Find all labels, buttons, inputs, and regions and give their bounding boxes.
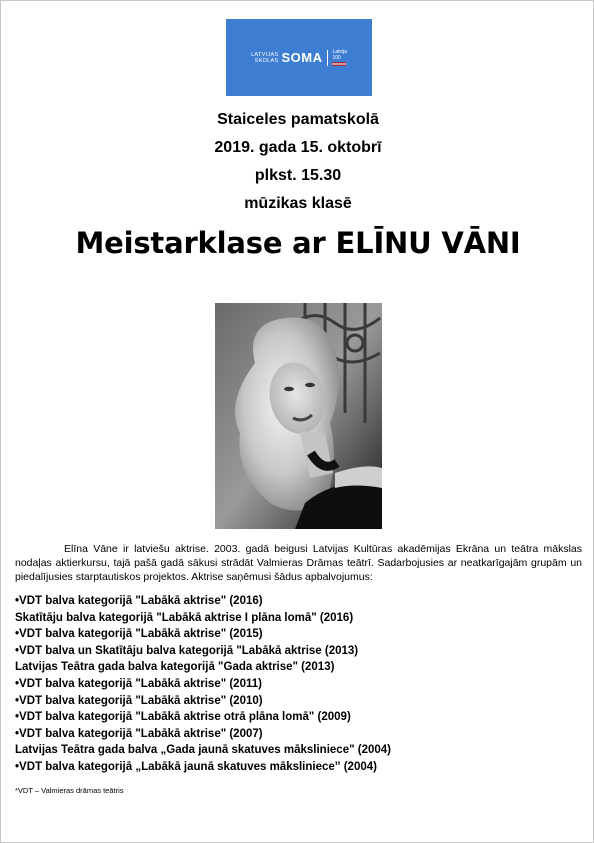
event-room: mūzikas klasē [244, 195, 352, 212]
portrait-photo [215, 303, 382, 529]
award-item: •VDT balva kategorijā "Labākā aktrise" (2016) [15, 595, 263, 607]
award-item: •VDT balva kategorijā "Labākā aktrise" (2015) [15, 628, 263, 641]
award-item: Skatītāju balva kategorijā "Labākā aktrise I plāna lomā" (2016) [15, 611, 354, 624]
bio-paragraph: Elīna Vāne ir latviešu aktrise. 2003. gadā beigusi Latvijas Kultūras akadēmijas Ekrāna un teātra mākslas nodaļas aktierkursu, tajā pašā gadā sākusi strādāt Valmieras Drāmas teātrī. Sadarbojusies ar neatkarīgajām grupām un piedalījusies starptautiskos projektos. Aktrise saņēmusi šādus apbalvojumus: [15, 543, 582, 583]
award-item: •VDT balva kategorijā "Labākā aktrise otrā plāna lomā" (2009) [15, 711, 351, 724]
logo-line2: SKOLAS [254, 57, 279, 64]
logo-brand: SOMA [281, 50, 323, 65]
award-item: Latvijas Teātra gada balva kategorijā "Gada aktrise" (2013) [15, 661, 335, 674]
footnote: *VDT – Valmieras drāmas teātris [15, 786, 124, 795]
logo-left-text [251, 52, 278, 64]
award-item: •VDT balva kategorijā "Labākā aktrise" (2007) [15, 727, 263, 740]
school-name: Staiceles pamatskolā [217, 111, 379, 128]
award-item: •VDT balva kategorijā „Labākā jaunā skatuves mākslinieceˮ (2004) [15, 760, 377, 773]
logo-divider [327, 50, 328, 66]
event-date: 2019. gada 15. oktobrī [214, 139, 382, 156]
page-title: Meistarklase ar ELĪNU VĀNI [75, 226, 521, 260]
award-item: •VDT balva kategorijā "Labākā aktrise" (2010) [15, 694, 263, 707]
award-item: •VDT balva un Skatītāju balva kategorijā "Labākā aktrise (2013) [15, 644, 359, 657]
event-time: plkst. 15.30 [254, 167, 342, 184]
award-item: Latvijas Teātra gada balva „Gada jaunā skatuves māksliniece" (2004) [15, 744, 391, 757]
award-item: •VDT balva kategorijā "Labākā aktrise" (2011) [15, 677, 262, 690]
latvian-flag-icon [332, 62, 346, 66]
latvijas-skolas-soma-logo [226, 19, 372, 96]
awards-list [15, 593, 582, 776]
logo-right2: 100 [332, 55, 341, 61]
logo-line1: LATVIJAS [251, 51, 279, 58]
logo-right1: Latvija [332, 49, 347, 55]
logo-right-text [332, 49, 346, 66]
